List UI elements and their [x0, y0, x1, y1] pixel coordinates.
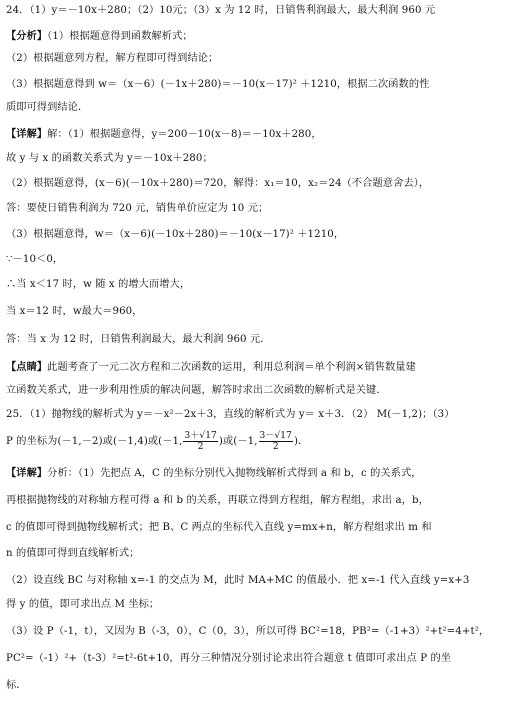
- analysis-header: [6, 29, 501, 44]
- solution-line-5: （3）根据题意得，w＝（x－6)(－10x＋280)＝－10(x－17)² ＋1210，: [6, 229, 345, 240]
- solution-tag: 【详解】: [6, 128, 48, 140]
- detail-line-8: PC²=（-1）²+（t-3）²=t²-6t+10，再分三种情况分别讨论求出符合题意 t 值即可求出点 P 的坐: [6, 653, 452, 664]
- detail-line-2: 再根据抛物线的对称轴方程可得 a 和 b 的关系，再联立得到方程组，解方程组，求出 a，b，: [6, 495, 429, 506]
- analysis-line-4: 质即可得到结论．: [6, 102, 89, 113]
- analysis-line-3: （3）根据题意得到 w＝（x－6）(－1x＋280)＝－10(x－17)² ＋1210，根据二次函数的性: [6, 79, 430, 90]
- coord-part-a: P 的坐标为(－1,－2)或(－1,4)或(－1,: [6, 436, 183, 447]
- detail-header: [6, 466, 501, 481]
- solution-line-8: 当 x＝12 时，w最大＝960，: [6, 306, 143, 317]
- analysis-line-1: （1）根据题意得到函数解析式；: [47, 31, 193, 42]
- solution-line-2: 故 y 与 x 的函数关系式为 y＝－10x＋280；: [6, 153, 213, 164]
- solution-header: [6, 127, 501, 142]
- detail-tag: 【详解】: [6, 467, 48, 479]
- answer-25-coordinates: [6, 430, 501, 454]
- detail-line-4: n 的值即可得到直线解析式；: [6, 548, 140, 559]
- detail-line-5: （2）设直线 BC 与对称轴 x=-1 的交点为 M，此时 MA+MC 的值最小．把 x=-1 代入直线 y=x+3: [6, 575, 470, 586]
- fraction-2-denominator: 2: [272, 441, 279, 452]
- fraction-1: [183, 431, 217, 452]
- solution-line-7: ∴当 x＜17 时，w 随 x 的增大而增大，: [6, 279, 191, 290]
- solution-line-4: 答：要使日销售利润为 720 元，销售单价应定为 10 元；: [6, 203, 269, 214]
- coord-part-c: )．: [293, 436, 309, 447]
- detail-line-1: 分析：（1）先把点 A，C 的坐标分别代入抛物线解析式得到 a 和 b，c 的关系式，: [47, 468, 422, 479]
- solution-line-9: 答：当 x 为 12 时，日销售利润最大，最大利润 960 元．: [6, 334, 271, 345]
- detail-line-9: 标．: [6, 680, 27, 691]
- solution-line-6: ∵－10＜0，: [6, 254, 64, 265]
- analysis-line-2: （2）根据题意列方程，解方程即可得到结论；: [6, 53, 219, 64]
- comment-line-2: 立函数关系式，进一步利用性质的解决问题，解答时求出二次函数的解析式是关键．: [6, 385, 387, 396]
- fraction-2-numerator: 3－√17: [259, 430, 292, 441]
- comment-line-1: 此题考查了一元二次方程和二次函数的运用，利用总利润＝单个利润×销售数量建: [47, 362, 416, 373]
- coord-part-b: )或(－1,: [218, 436, 258, 447]
- detail-line-3: c 的值即可得到抛物线解析式；把 B、C 两点的坐标代入直线 y=mx+n，解方程组求出 m 和: [6, 522, 432, 533]
- detail-line-6: 得 y 的值，即可求出点 M 坐标；: [6, 599, 160, 610]
- comment-header: [6, 360, 501, 375]
- fraction-1-numerator: 3＋√17: [184, 430, 217, 441]
- fraction-2: [259, 431, 293, 452]
- fraction-1-denominator: 2: [197, 441, 204, 452]
- comment-tag: 【点睛】: [6, 361, 48, 373]
- solution-line-3: （2）根据题意得，(x－6)(－10x＋280)＝720，解得：x₁＝10，x₂＝24（不合题意舍去），: [6, 178, 430, 189]
- solution-line-1: 解：（1）根据题意得，y＝200－10(x－8)＝－10x＋280，: [47, 129, 322, 140]
- answer-24-summary: 24．（1）y＝－10x＋280；（2）10元；（3）x 为 12 时，日销售利润最大，最大利润 960 元: [6, 5, 436, 16]
- detail-line-7: （3）设 P（-1，t），又因为 B（-3，0），C（0，3），所以可得 BC²=18，PB²=（-1+3）²+t²=4+t²，: [6, 626, 490, 637]
- answer-25-summary: 25．（1）抛物线的解析式为 y＝－x²－2x＋3，直线的解析式为 y＝ x＋3．（2） M(－1,2)；（3）: [6, 409, 455, 420]
- analysis-tag: 【分析】: [6, 30, 48, 42]
